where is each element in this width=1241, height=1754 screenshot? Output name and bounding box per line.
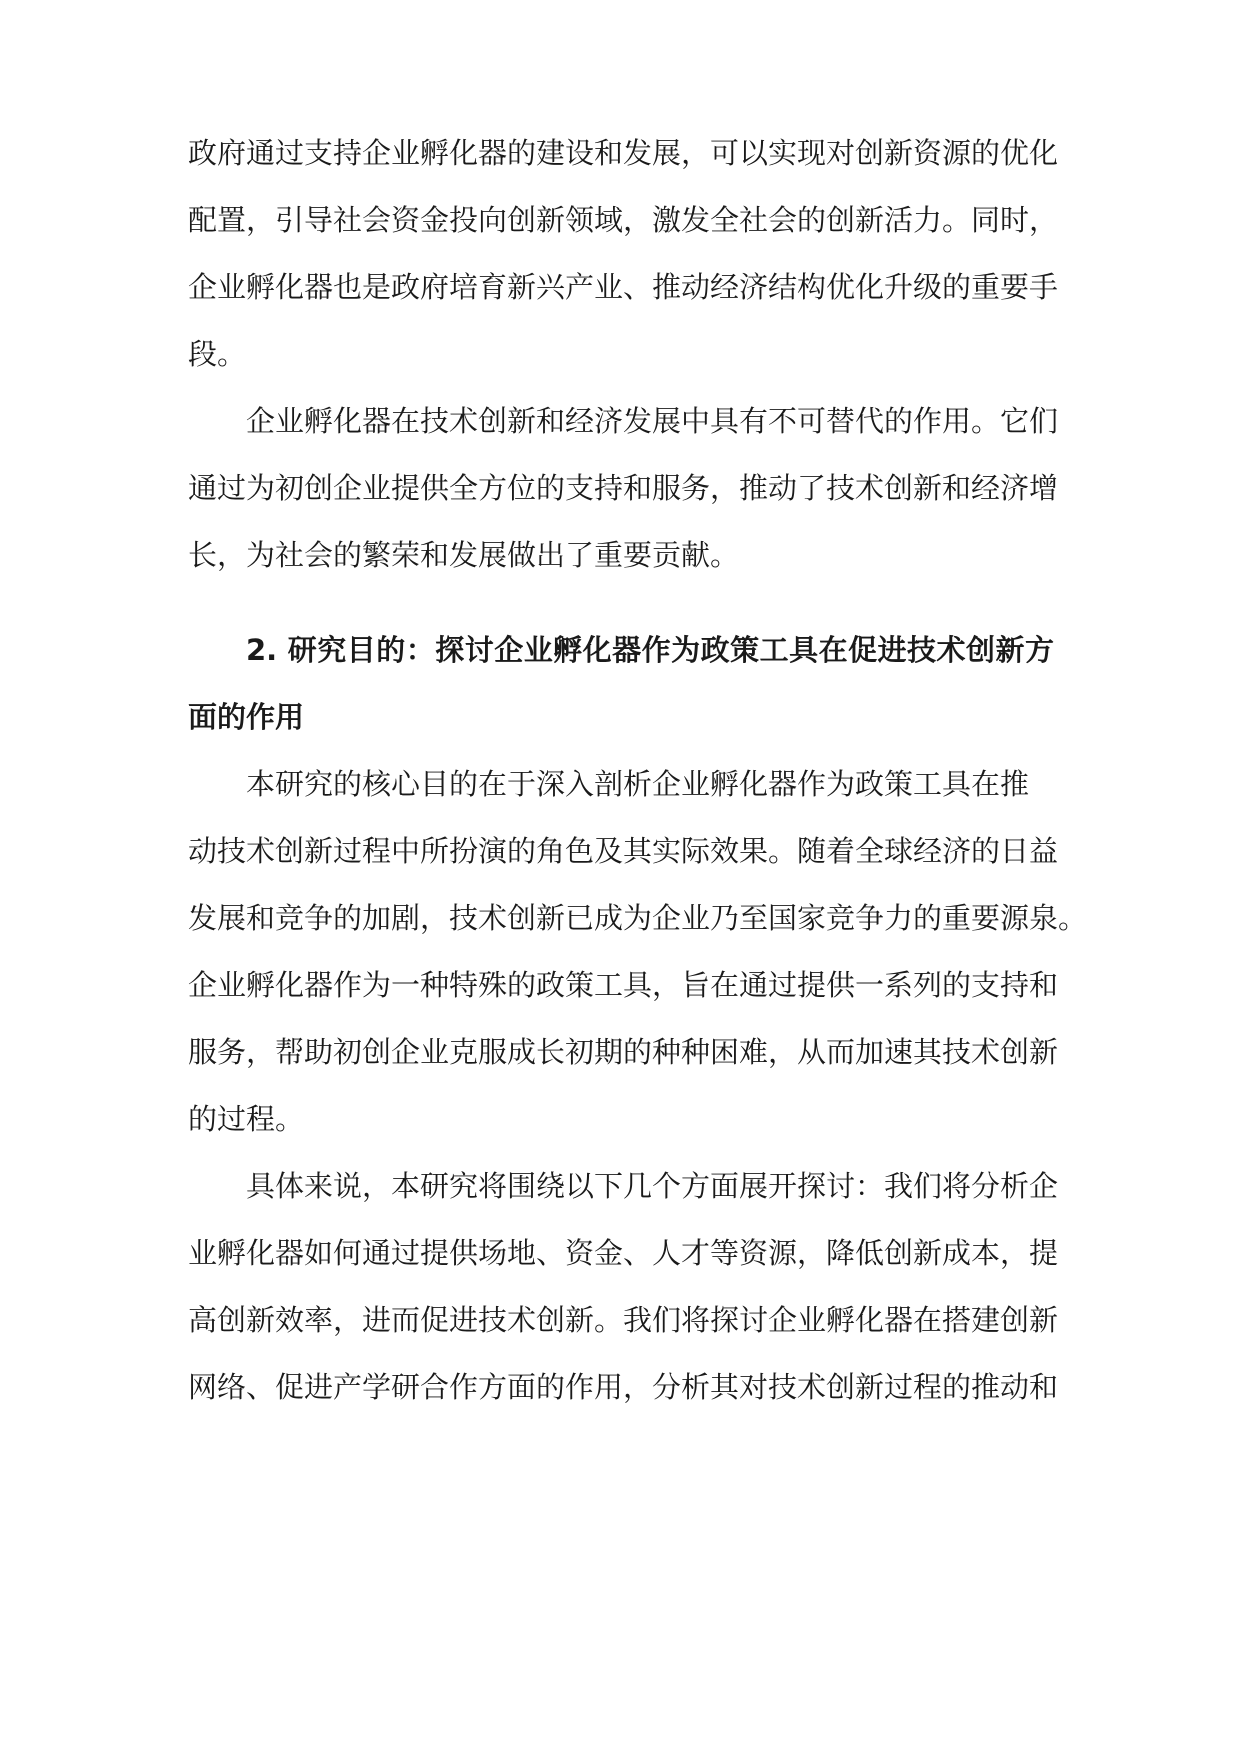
- paragraph-1-line-1: 政府通过支持企业孵化器的建设和发展，可以实现对创新资源的优化: [188, 136, 1059, 170]
- paragraph-2-line-2: 通过为初创企业提供全方位的支持和服务，推动了技术创新和经济增: [188, 471, 1059, 505]
- paragraph-1-line-3: 企业孵化器也是政府培育新兴产业、推动经济结构优化升级的重要手: [188, 270, 1059, 304]
- paragraph-1-line-2: 配置，引导社会资金投向创新领域，激发全社会的创新活力。同时，: [188, 203, 1059, 237]
- paragraph-4-line-3: 高创新效率，进而促进技术创新。我们将探讨企业孵化器在搭建创新: [188, 1303, 1059, 1337]
- paragraph-2-line-3: 长，为社会的繁荣和发展做出了重要贡献。: [188, 538, 740, 572]
- paragraph-4-line-2: 业孵化器如何通过提供场地、资金、人才等资源，降低创新成本，提: [188, 1236, 1059, 1270]
- paragraph-3-line-3: 发展和竞争的加剧，技术创新已成为企业乃至国家竞争力的重要源泉。: [188, 901, 1088, 935]
- paragraph-3-line-1: 本研究的核心目的在于深入剖析企业孵化器作为政策工具在推: [246, 767, 1030, 801]
- paragraph-3-line-4: 企业孵化器作为一种特殊的政策工具，旨在通过提供一系列的支持和: [188, 968, 1059, 1002]
- paragraph-3-line-2: 动技术创新过程中所扮演的角色及其实际效果。随着全球经济的日益: [188, 834, 1059, 868]
- section-heading-line-1: 2. 研究目的：探讨企业孵化器作为政策工具在促进技术创新方: [246, 633, 1054, 667]
- paragraph-3-line-5: 服务，帮助初创企业克服成长初期的种种困难，从而加速其技术创新: [188, 1035, 1059, 1069]
- paragraph-2-line-1: 企业孵化器在技术创新和经济发展中具有不可替代的作用。它们: [246, 404, 1059, 438]
- section-heading-line-2: 面的作用: [188, 700, 305, 734]
- paragraph-3-line-6: 的过程。: [188, 1102, 305, 1136]
- paragraph-4-line-1: 具体来说，本研究将围绕以下几个方面展开探讨：我们将分析企: [246, 1169, 1059, 1203]
- paragraph-1-line-4: 段。: [188, 337, 247, 371]
- paragraph-4-line-4: 网络、促进产学研合作方面的作用，分析其对技术创新过程的推动和: [188, 1370, 1059, 1404]
